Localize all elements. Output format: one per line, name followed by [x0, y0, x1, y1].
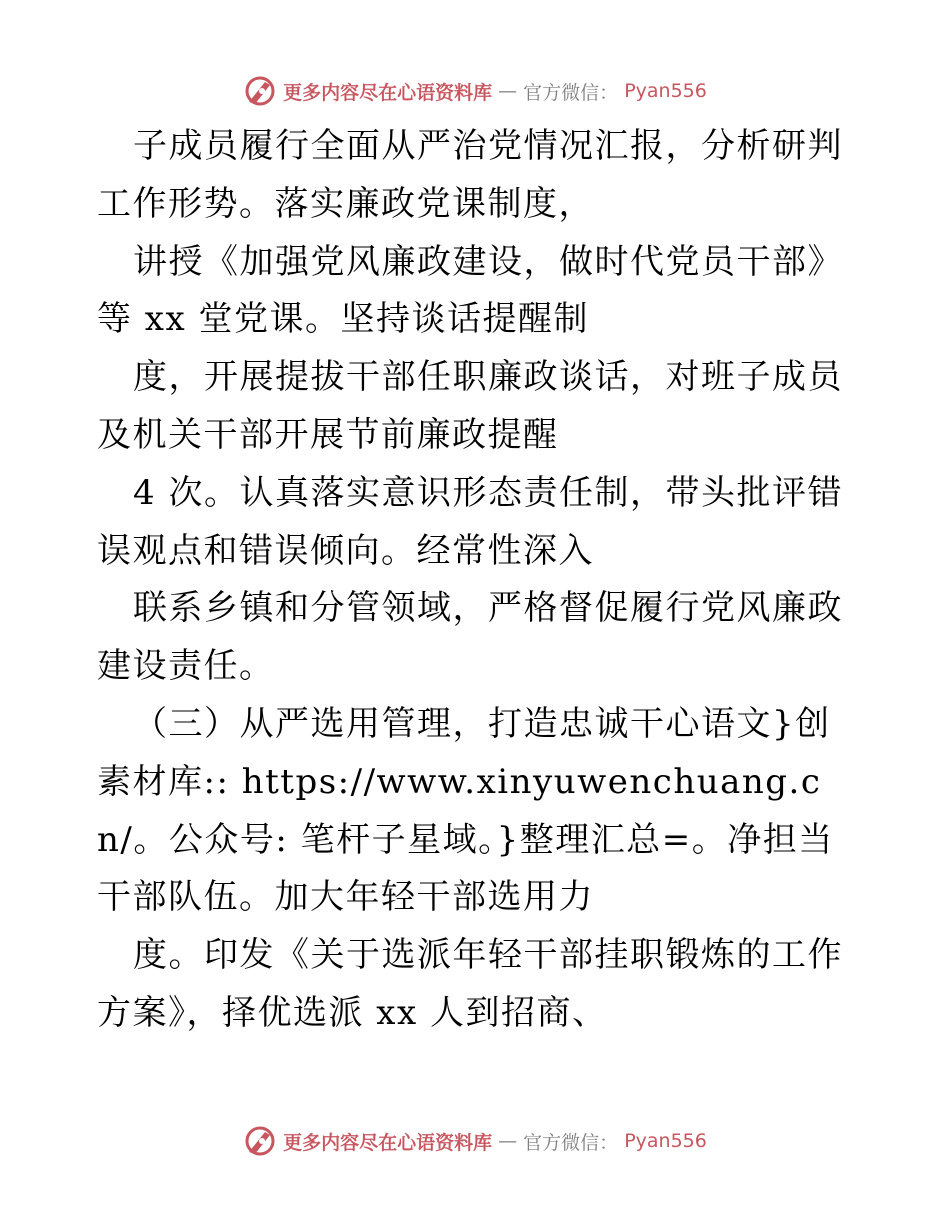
watermark-brand: 更多内容尽在心语资料库 [283, 1131, 493, 1154]
paragraph: 子成员履行全面从严治党情况汇报，分析研判工作形势。落实廉政党课制度， [97, 126, 843, 224]
document-body [97, 118, 857, 1043]
footer-watermark [0, 1124, 950, 1158]
pen-logo-icon [243, 74, 277, 108]
paragraph: 度。印发《关于选派年轻干部挂职锻炼的工作方案》，择优选派 xx 人到招商、 [97, 935, 843, 1033]
watermark-contact-id: Pyan556 [624, 1130, 707, 1152]
watermark-contact-id: Pyan556 [624, 80, 707, 102]
watermark-contact-label: 官方微信： [523, 1131, 619, 1154]
paragraph: 联系乡镇和分管领域，严格督促履行党风廉政建设责任。 [97, 588, 843, 687]
header-watermark [0, 74, 950, 108]
paragraph: 度，开展提拔干部任职廉政谈话，对班子成员及机关干部开展节前廉政提醒 [97, 357, 843, 455]
watermark-separator: — [498, 1130, 518, 1152]
paragraph: 讲授《加强党风廉政建设，做时代党员干部》等 xx 堂党课。坚持谈话提醒制 [97, 241, 843, 340]
pen-logo-icon [243, 1124, 277, 1158]
watermark-brand: 更多内容尽在心语资料库 [283, 81, 493, 104]
watermark-separator: — [498, 80, 518, 102]
watermark-contact-label: 官方微信： [523, 81, 619, 104]
paragraph: （三）从严选用管理，打造忠诚干心语文}创素材库:: https://www.xinyuwenchuang.cn/。公众号: 笔杆子星域。}整理汇总=。净担当干部队伍。加大年轻干部选用力 [97, 703, 834, 918]
paragraph: 4 次。认真落实意识形态责任制，带头批评错误观点和错误倾向。经常性深入 [97, 472, 843, 571]
